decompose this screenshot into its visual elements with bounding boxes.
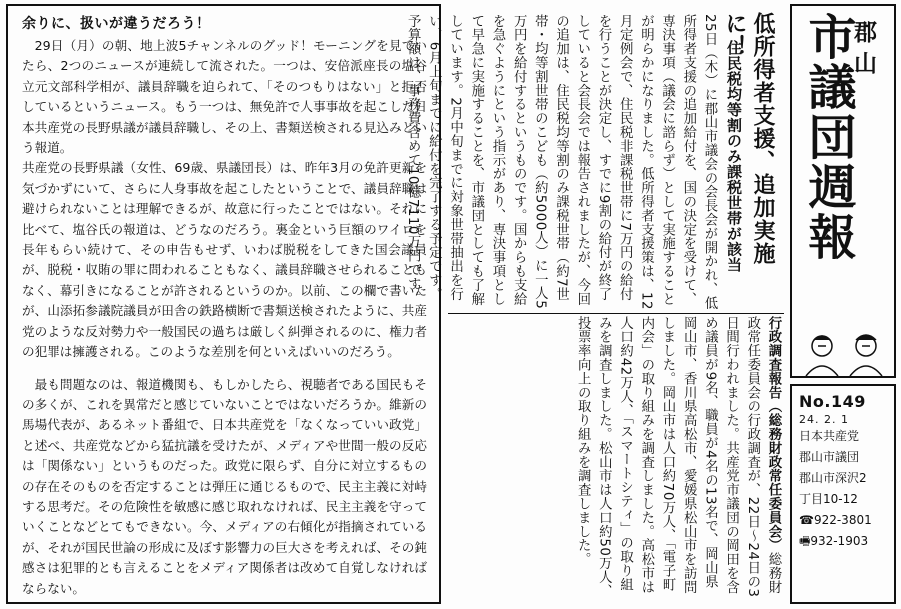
issue-number: No.149 — [799, 392, 866, 411]
article-body: 25日（木）に郡山市議会の会長会が開かれ、低所得者支援の追加給付を、国の決定を受けて、専決事項（議会に諮らず）として実施することが明らかになりました。低所得者支援策は、12月定例会で、住民税非課税世帯に7万円の給付を行うことが決定し、すでに9割の給付が終了していると会長会では報告されましたが、今回の追加は、住民税均等割のみ課税世帯（約7世帯・均等割世帯のこども（約5000人）に一人5万円を給付するというものです。国からも支給を急ぐようにという指示があり、専決事項として早急に実施することを、市議団としても了解しています。2月中旬までに対象世帯抽出を行い、6月上旬までに給付を完了する予定です。予算額は、事務費含めて10億7110万円です。 — [405, 14, 717, 311]
issue-info-box — [790, 384, 896, 604]
masthead — [790, 4, 896, 604]
lower-vertical-article — [448, 0, 784, 605]
paper-name: 市議団週報 — [800, 12, 856, 262]
publisher-line-2: 郡山市議団 — [799, 450, 860, 464]
editorial-paragraph-2: 共産党の長野県議（女性、69歳、県議団長）は、昨年3月の免許更新を気づかずにいて、さらに人身事故を起こしたということで、議員辞職は避けられないことは理解できるが、故意に行ったことではない。それに比べて、塩谷氏の報道は、どうなのだろう。裏金という巨額のワイロを長年もらい続けて、その申告もせず、いわば脱税をしてきた国会議員が、脱税・収賄の罪に問われることもなく、議員辞職させられることもなく、幕引きになることが許されるというのか。以前、この欄で書いたが、山添拓参議院議員が田舎の鉄路横断で書類送検されたように、共産党のような反対勢力や一般国民の過ちは厳しく糾弾されるのに、権力者の犯罪は擁護される。このような差別を何といえばいいのだろう。 — [22, 160, 427, 360]
article-headline: 低所得者支援、追加実施に！ — [722, 12, 775, 265]
editorial-title: 余りに、扱いが違うだろう！ — [22, 16, 211, 32]
publisher-line-1: 日本共産党 — [799, 429, 860, 443]
city-name: 郡山 — [850, 20, 876, 82]
article-subheadline: 住民税均等割のみ課税世帯が該当 — [725, 40, 743, 273]
masthead-title-box — [790, 4, 896, 378]
councilor-portraits-icon — [798, 328, 890, 376]
issue-date: 24. 2. 1 — [799, 413, 849, 426]
inspection-body: 総務財政常任委員会の行政調査が、22日～24日の3日間行われました。共産党市議団の岡田を含め議員が9名、職員が4名の13名で、岡山県岡山市、香川県高松市、愛媛県松山市を訪問しました。岡山市は人口約70万人、「電子町内会」の取り組みを調査しました。高松市は人口約42万人、「スマートシティ」の取り組みを調査しました。松山市は人口約50万人、投票率向上の取り組みを調査しました。 — [575, 316, 781, 599]
phone-number: ☎922-3801 — [799, 513, 872, 527]
inspection-report — [572, 316, 784, 600]
fax-number: 🖷932-1903 — [799, 534, 869, 548]
editorial-paragraph-1: 29日（月）の朝、地上波5チャンネルのグッド！モーニングを見ていたら、2つのニュースが連続して流された。一つは、安倍派座長の塩谷立元文部科学相が、議員辞職を迫られて、「そのつもりはない」と拒否しているというニュース。もう一つは、無免許で人事事故を起こした日本共産党の長野県議が議員辞職し、その上、書類送検される見込みという報道。 — [22, 38, 427, 156]
editorial-paragraph-3: 最も問題なのは、報道機関も、もしかしたら、視聴者である国民もその多くが、これを異常だと感じていないことではないだろうか。維新の馬場代表が、あるネット番組で、日本共産党を「なくなっていい政党」と述べ、共産党などから猛抗議を受けたが、メディアや世間一般の反応は「関係ない」というものだった。政党に限らず、自分に対立するものの存在そのものを否定することは弾圧に通じるもので、民主主義に対峙する思考だ。その危険性を敏感に感じ取れなければ、民主主義を守っていくことなどとてもできない。今、メディアの右傾化が指摘されているが、それが国民世論の形成に及ぼす影響力の巨大さを考えれば、その鈍感さは犯罪的とも言えることをメディア関係者は改めて自覚しなければならない。 — [22, 376, 427, 596]
paragraph-gap — [22, 363, 427, 375]
editorial-column — [6, 4, 441, 604]
address-line-1: 郡山市深沢2 — [799, 471, 867, 485]
inspection-heading: 行政調査報告（総務財政常任委員会） — [766, 316, 781, 553]
address-line-2: 丁目10-12 — [799, 492, 858, 506]
